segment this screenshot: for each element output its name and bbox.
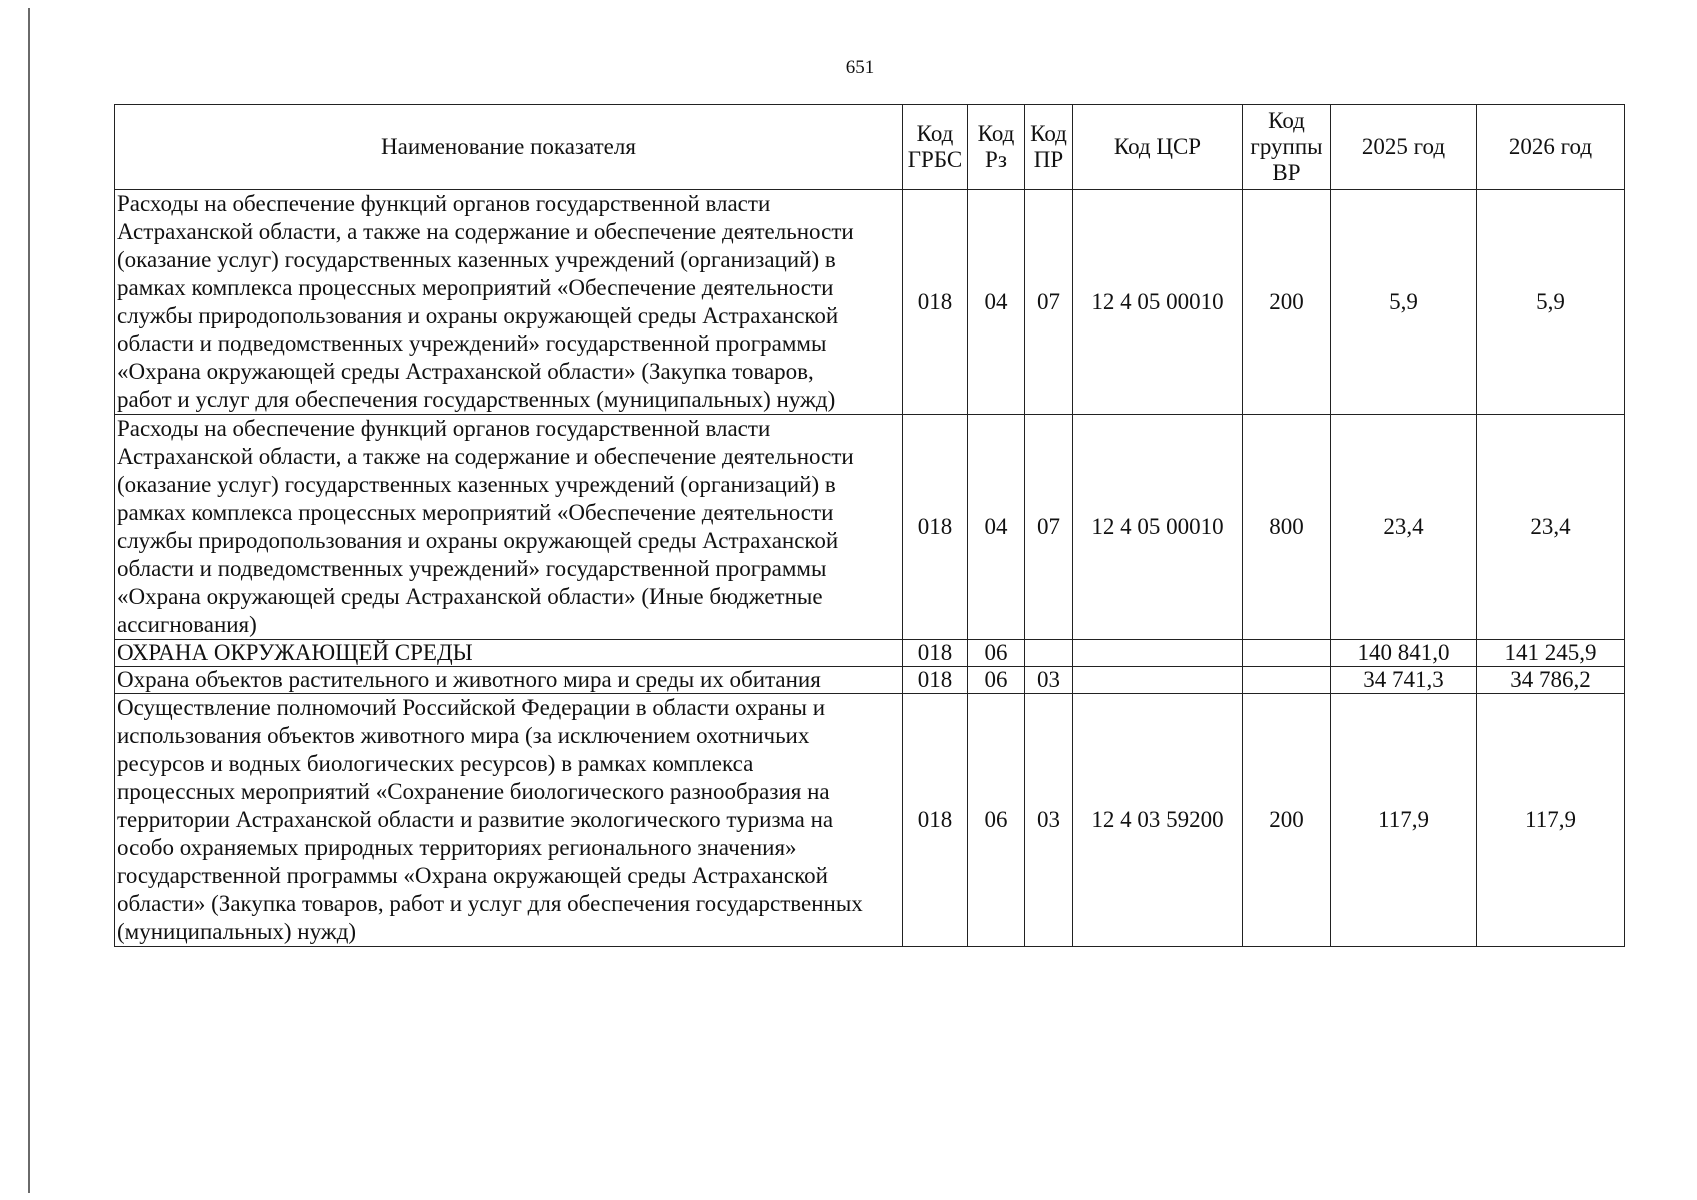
cell-pr: 03 [1025,667,1073,694]
cell-2026: 141 245,9 [1477,640,1625,667]
cell-rz: 06 [968,667,1025,694]
cell-vr [1243,640,1331,667]
cell-pr: 03 [1025,694,1073,947]
cell-2025: 5,9 [1331,190,1477,415]
table-row [115,415,1625,640]
cell-rz: 06 [968,694,1025,947]
row-name: Осуществление полномочий Российской Федерации в области охраны и использования объектов животного мира (за исключением охотничьих ресурсов и водных биологических ресурсов) в рамках комплекса процессных мероприятий «Сохранение биологического разнообразия на территории Астраханской области и развитие экологического туризма на особо охраняемых природных территориях регионального значения» государственной программы «Охрана окружающей среды Астраханской области» (Закупка товаров, работ и услуг для обеспечения государственных (муниципальных) нужд) [115,694,903,947]
cell-csr [1073,640,1243,667]
header-csr: Код ЦСР [1073,105,1243,190]
header-vr: Код группы ВР [1243,105,1331,190]
cell-grbs: 018 [903,667,968,694]
cell-2026: 23,4 [1477,415,1625,640]
cell-vr: 800 [1243,415,1331,640]
row-name: ОХРАНА ОКРУЖАЮЩЕЙ СРЕДЫ [115,640,903,667]
header-2025: 2025 год [1331,105,1477,190]
budget-table [114,104,1625,947]
cell-2025: 34 741,3 [1331,667,1477,694]
cell-pr: 07 [1025,190,1073,415]
cell-csr: 12 4 05 00010 [1073,415,1243,640]
header-rz: Код Рз [968,105,1025,190]
cell-vr: 200 [1243,694,1331,947]
cell-grbs: 018 [903,190,968,415]
cell-vr: 200 [1243,190,1331,415]
cell-2025: 140 841,0 [1331,640,1477,667]
cell-rz: 06 [968,640,1025,667]
cell-csr: 12 4 05 00010 [1073,190,1243,415]
cell-2025: 117,9 [1331,694,1477,947]
cell-2025: 23,4 [1331,415,1477,640]
scan-edge-line [28,8,30,1193]
cell-grbs: 018 [903,640,968,667]
cell-pr: 07 [1025,415,1073,640]
table-header-row [115,105,1625,190]
table-row [115,190,1625,415]
page-number: 651 [845,57,875,78]
table-row [115,694,1625,947]
header-grbs: Код ГРБС [903,105,968,190]
table-row [115,667,1625,694]
cell-rz: 04 [968,190,1025,415]
cell-grbs: 018 [903,694,968,947]
cell-csr: 12 4 03 59200 [1073,694,1243,947]
cell-pr [1025,640,1073,667]
cell-2026: 5,9 [1477,190,1625,415]
cell-grbs: 018 [903,415,968,640]
row-name: Расходы на обеспечение функций органов государственной власти Астраханской области, а также на содержание и обеспечение деятельности (оказание услуг) государственных казенных учреждений (организаций) в рамках комплекса процессных мероприятий «Обеспечение деятельности службы природопользования и охраны окружающей среды Астраханской области и подведомственных учреждений» государственной программы «Охрана окружающей среды Астраханской области» (Закупка товаров, работ и услуг для обеспечения государственных (муниципальных) нужд) [115,190,903,415]
cell-2026: 117,9 [1477,694,1625,947]
header-name: Наименование показателя [115,105,903,190]
row-name: Расходы на обеспечение функций органов государственной власти Астраханской области, а также на содержание и обеспечение деятельности (оказание услуг) государственных казенных учреждений (организаций) в рамках комплекса процессных мероприятий «Обеспечение деятельности службы природопользования и охраны окружающей среды Астраханской области и подведомственных учреждений» государственной программы «Охрана окружающей среды Астраханской области» (Иные бюджетные ассигнования) [115,415,903,640]
header-pr: Код ПР [1025,105,1073,190]
cell-2026: 34 786,2 [1477,667,1625,694]
cell-csr [1073,667,1243,694]
row-name: Охрана объектов растительного и животного мира и среды их обитания [115,667,903,694]
header-2026: 2026 год [1477,105,1625,190]
cell-vr [1243,667,1331,694]
cell-rz: 04 [968,415,1025,640]
table-row [115,640,1625,667]
